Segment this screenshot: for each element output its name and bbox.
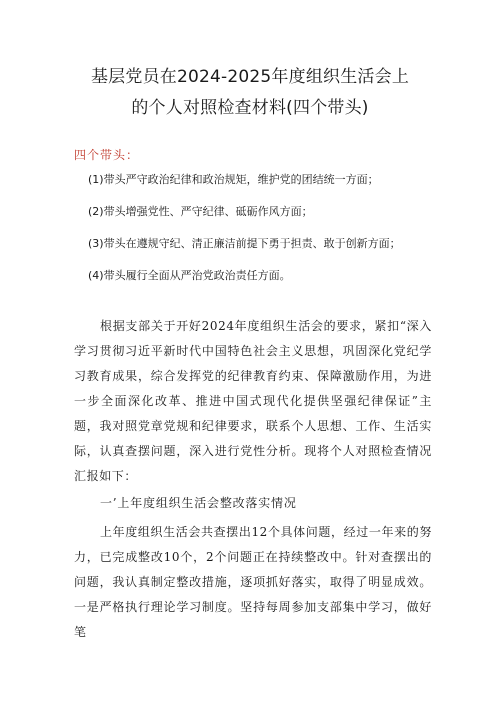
four-heads-list bbox=[88, 172, 468, 300]
intro-paragraph: 根据支部关于开好2024年度组织生活会的要求，紧扣“深入学习贯彻习近平新时代中国特色社会主义思想，巩固深化党纪学习教育成果，综合发挥党的纪律教育约束、保障激励作用，为进一步全面深化改革、推进中国式现代化提供坚强纪律保证”主题，我对照党章党规和纪律要求，联系个人思想、工作、生活实际，认真查摆问题，深入进行党性分析。现将个人对照检查情况汇报如下： bbox=[74, 319, 432, 483]
list-item: (4)带头履行全面从严治党政治责任方面。 bbox=[88, 269, 291, 282]
section-body-paragraph: 上年度组织生活会共查摆出12个具体问题，经过一年来的努力，已完成整改10个，2个问题正在持续整改中。针对查摆出的问题，我认真制定整改措施，逐项抓好落实，取得了明显成效。一是严格执行理论学习制度。坚持每周参加支部集中学习，做好笔 bbox=[74, 525, 432, 639]
four-heads-label: 四个带头： bbox=[74, 148, 140, 162]
list-item: (1)带头严守政治纪律和政治规矩，维护党的团结统一方面； bbox=[88, 173, 379, 186]
list-item: (2)带头增强党性、严守纪律、砥砺作风方面； bbox=[88, 205, 313, 218]
section-heading: 一’上年度组织生活会整改落实情况 bbox=[100, 496, 297, 510]
document-title-line-1: 基层党员在2024-2025年度组织生活会上 bbox=[90, 67, 410, 87]
document-title-line-2: 的个人对照检查材料(四个带头) bbox=[131, 98, 369, 118]
list-item: (3)带头在遵规守纪、清正廉洁前提下勇于担责、敢于创新方面； bbox=[88, 237, 401, 250]
